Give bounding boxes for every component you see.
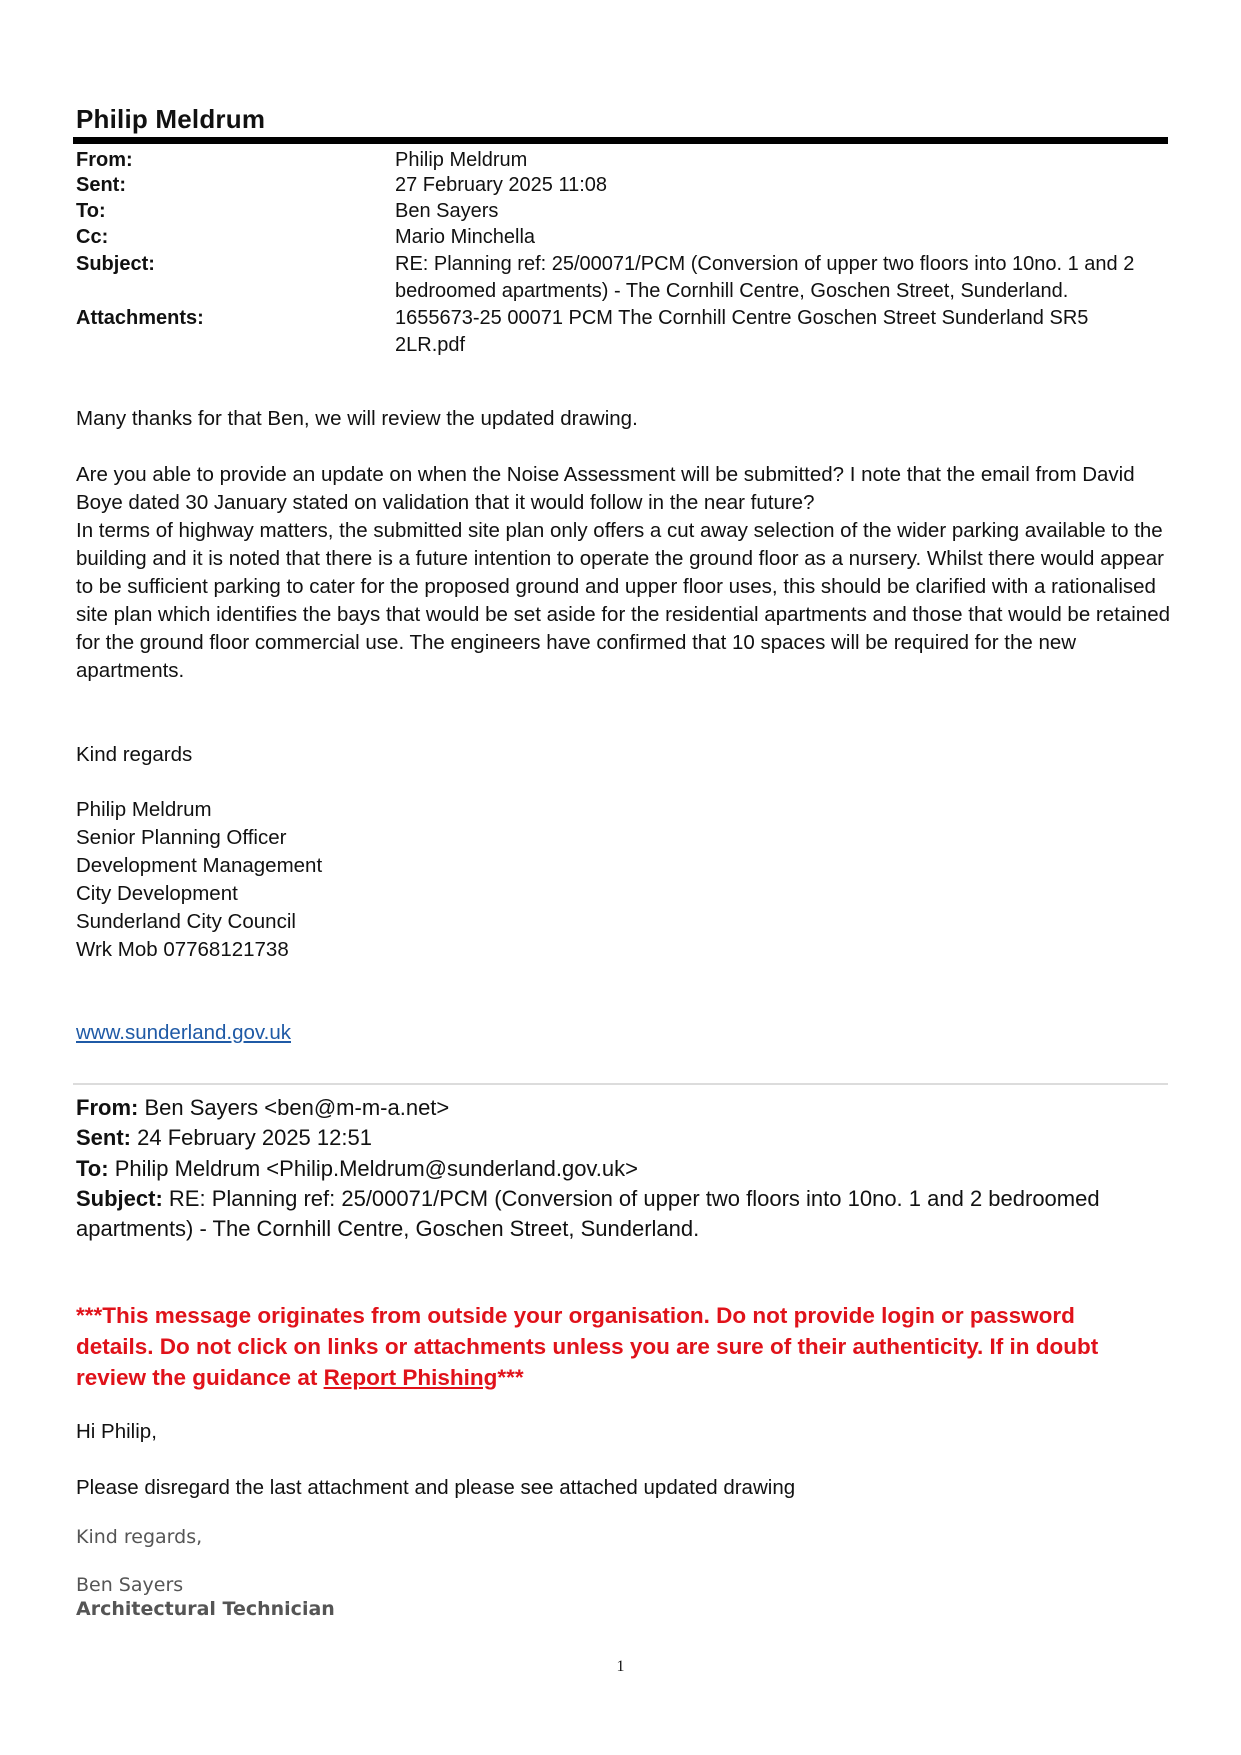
signature-name: Philip Meldrum: [76, 798, 212, 821]
attachment-file-line1[interactable]: 1655673-25 00071 PCM The Cornhill Centre Goschen Street Sunderland SR5: [395, 307, 1089, 329]
page-number: 1: [616, 1658, 625, 1675]
fwd-closing: Kind regards,: [76, 1526, 203, 1548]
fwd-to-label: To:: [76, 1156, 109, 1181]
fwd-signature-title: Architectural Technician: [76, 1598, 335, 1620]
fwd-from-value: Ben Sayers <ben@m-m-a.net>: [144, 1095, 450, 1120]
fwd-sent-label: Sent:: [76, 1125, 131, 1150]
to-label: To:: [76, 200, 106, 222]
fwd-paragraph-1: Please disregard the last attachment and please see attached updated drawing: [76, 1476, 796, 1499]
fwd-to-row: [76, 1154, 1176, 1185]
subject-label: Subject:: [76, 253, 155, 275]
body-paragraph-3: In terms of highway matters, the submitted site plan only offers a cut away selection of the wider parking available to the building and it is noted that there is a future intention to operate the ground floor as a nursery. Whilst there would appear to be sufficient parking to cater for the proposed ground and upper floor uses, this should be clarified with a rationalised site plan which identifies the bays that would be set aside for the residential apartments and those that would be retained for the ground floor commercial use. The engineers have confirmed that 10 spaces will be required for the new apartments.: [76, 519, 1171, 682]
body-paragraph-1: Many thanks for that Ben, we will review the updated drawing.: [76, 407, 638, 430]
cc-label: Cc:: [76, 226, 109, 248]
sent-label: Sent:: [76, 174, 126, 196]
fwd-to-value: Philip Meldrum <Philip.Meldrum@sunderland.gov.uk>: [114, 1156, 638, 1181]
signature-org: Sunderland City Council: [76, 910, 296, 933]
signature-team: Development Management: [76, 854, 323, 877]
signature-block: [76, 796, 322, 964]
fwd-greeting: Hi Philip,: [76, 1420, 157, 1443]
mailbox-owner-name: Philip Meldrum: [76, 104, 266, 134]
fwd-from-label: From:: [76, 1095, 139, 1120]
cc-value: Mario Minchella: [395, 226, 536, 248]
external-sender-warning: [76, 1300, 1176, 1393]
fwd-from-row: [76, 1093, 1176, 1124]
signature-title: Senior Planning Officer: [76, 826, 287, 849]
fwd-signature-name: Ben Sayers: [76, 1574, 184, 1596]
body-paragraph-2: Are you able to provide an update on when the Noise Assessment will be submitted? I note that the email from David Boye dated 30 January stated on validation that it would follow in the near future?: [76, 463, 1135, 514]
signature-directorate: City Development: [76, 882, 238, 905]
warning-line3-prefix: review the guidance at: [76, 1365, 324, 1390]
warning-line3: [76, 1362, 1176, 1393]
quoted-message-divider: [73, 1083, 1168, 1085]
body-closing: Kind regards: [76, 743, 193, 766]
sent-value: 27 February 2025 11:08: [395, 174, 608, 196]
from-label: From:: [76, 149, 133, 171]
fwd-sent-row: [76, 1123, 1176, 1154]
website-link[interactable]: www.sunderland.gov.uk: [76, 1021, 291, 1044]
signature-website-row: [76, 1019, 291, 1047]
fwd-subject-line2: apartments) - The Cornhill Centre, Goschen Street, Sunderland.: [76, 1216, 700, 1241]
report-phishing-link[interactable]: Report Phishing: [323, 1365, 498, 1390]
fwd-subject-row: [76, 1184, 1176, 1215]
subject-value-line1: RE: Planning ref: 25/00071/PCM (Conversion of upper two floors into 10no. 1 and 2: [395, 253, 1135, 275]
fwd-subject-row-2: [76, 1214, 1176, 1245]
fwd-sent-value: 24 February 2025 12:51: [137, 1125, 372, 1150]
subject-value-line2: bedroomed apartments) - The Cornhill Centre, Goschen Street, Sunderland.: [395, 280, 1069, 302]
warning-suffix: ***: [497, 1365, 524, 1390]
warning-line1: ***This message originates from outside your organisation. Do not provide login or password: [76, 1303, 1075, 1328]
to-value: Ben Sayers: [395, 200, 499, 222]
fwd-subject-label: Subject:: [76, 1186, 163, 1211]
from-value: Philip Meldrum: [395, 149, 528, 171]
attachments-label: Attachments:: [76, 307, 204, 329]
warning-line2: details. Do not click on links or attachments unless you are sure of their authenticity. If in doubt: [76, 1334, 1099, 1359]
fwd-subject-line1: RE: Planning ref: 25/00071/PCM (Conversion of upper two floors into 10no. 1 and 2 bedroomed: [168, 1186, 1100, 1211]
header-rule: [73, 137, 1168, 144]
signature-mobile: Wrk Mob 07768121738: [76, 938, 289, 961]
attachment-file-line2[interactable]: 2LR.pdf: [395, 334, 466, 356]
